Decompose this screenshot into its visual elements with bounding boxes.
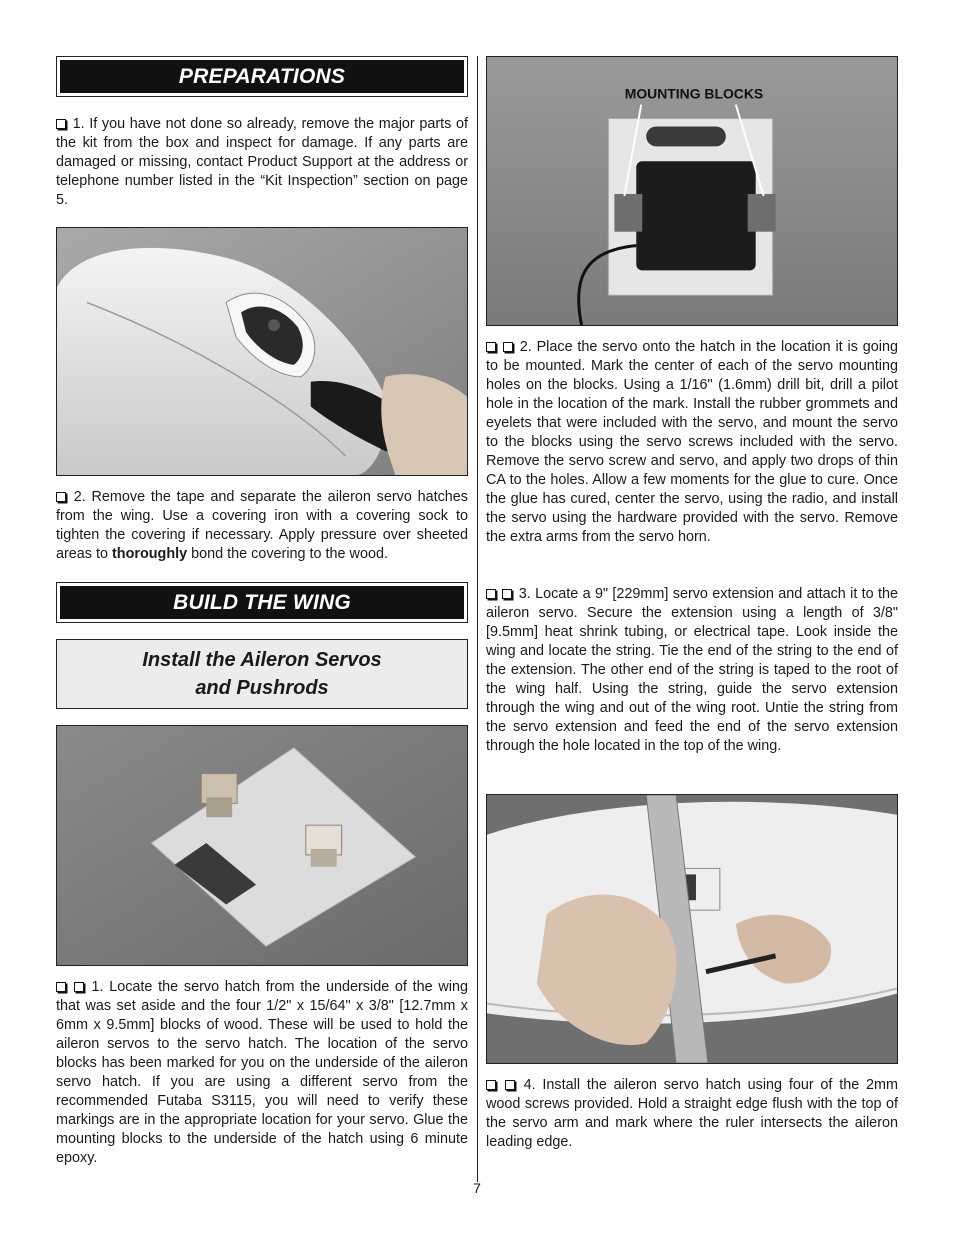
checkbox-icon[interactable] <box>56 492 66 502</box>
checkbox-icon[interactable] <box>486 342 496 352</box>
subsection-header: Install the Aileron Servos and Pushrods <box>56 639 468 709</box>
section-title: BUILD THE WING <box>60 586 464 619</box>
photo-mounting-blocks <box>486 56 898 326</box>
prep-step-2: 2. Remove the tape and separate the aileron servo hatches from the wing. Use a covering iron with a covering sock to tighten the covering if necessary. Apply pressure over sheeted areas to thoroughly bond the covering to the wood. <box>56 489 468 562</box>
checkbox-icon[interactable] <box>56 119 66 129</box>
left-column <box>56 56 468 1168</box>
wing-step-3: 3. Locate a 9" [229mm] servo extension and attach it to the aileron servo. Secure the extension using a length of 3/8" [9.5mm] heat shrink tubing, or electrical tape. Look inside the wing and locate the string. Tie the end of the string to the end of the extension. The other end of the string is taped to the root of the wing half. Using the string, guide the servo extension through the wing and out of the wing root. Untie the string from the servo extension and feed the end of the servo extension through the hole located in the top of the wing. <box>486 586 899 754</box>
checkbox-icon[interactable] <box>503 342 513 352</box>
column-divider <box>477 56 478 1182</box>
wing-step-2: 2. Place the servo onto the hatch in the location it is going to be mounted. Mark the center of each of the servo mounting holes on the blocks. Using a 1/16" (1.6mm) drill bit, drill a pilot hole in the location of the mark. Install the rubber grommets and eyelets that were included with the servo, and mount the servo to the blocks using the servo screws included with the servo. Remove the servo screw and servo, and apply two drops of thin CA to the holes. Allow a few moments for the glue to cure. Once the glue has cured, center the servo, using the radio, and install the servo using the hardware provided with the servo. Remove the extra arms from the servo horn. <box>486 339 898 545</box>
section-header-build-wing <box>56 582 468 623</box>
checkbox-icon[interactable] <box>486 589 496 599</box>
checkbox-icon[interactable] <box>74 982 84 992</box>
section-title: PREPARATIONS <box>60 60 464 93</box>
checkbox-icon[interactable] <box>486 1080 496 1090</box>
checkbox-icon[interactable] <box>56 982 66 992</box>
prep-step-1: 1. If you have not done so already, remove the major parts of the kit from the box and inspect for damage. If any parts are damaged or missing, contact Product Support at the address or telephone number listed in the “Kit Inspection” section on page 5. <box>56 116 468 208</box>
right-column <box>486 56 898 1152</box>
wing-step-1: 1. Locate the servo hatch from the underside of the wing that was set aside and the four 1/2" x 15/64" x 3/8" [12.7mm x 6mm x 9.5mm] blocks of wood. These will be used to hold the aileron servos to the servo hatch. The location of the servo blocks has been marked for you on the underside of the aileron servo hatch. If you are using a different servo from the recommended Futaba S3115, you will need to verify these markings are in the appropriate location for your servo. Glue the mounting blocks to the underside of the hatch using 6 minute epoxy. <box>56 979 468 1166</box>
wing-step-4: 4. Install the aileron servo hatch using four of the 2mm wood screws provided. Hold a straight edge flush with the top of the servo arm and mark where the ruler intersects the aileron leading edge. <box>486 1077 899 1150</box>
checkbox-icon[interactable] <box>505 1080 515 1090</box>
photo-servo-hatch <box>56 725 468 966</box>
photo-covering-iron <box>56 227 468 476</box>
checkbox-icon[interactable] <box>502 589 512 599</box>
photo-ruler-marking <box>486 794 898 1064</box>
section-header-preparations <box>56 56 468 97</box>
page-number: 7 <box>473 1180 481 1196</box>
photo-label: MOUNTING BLOCKS <box>624 85 764 102</box>
